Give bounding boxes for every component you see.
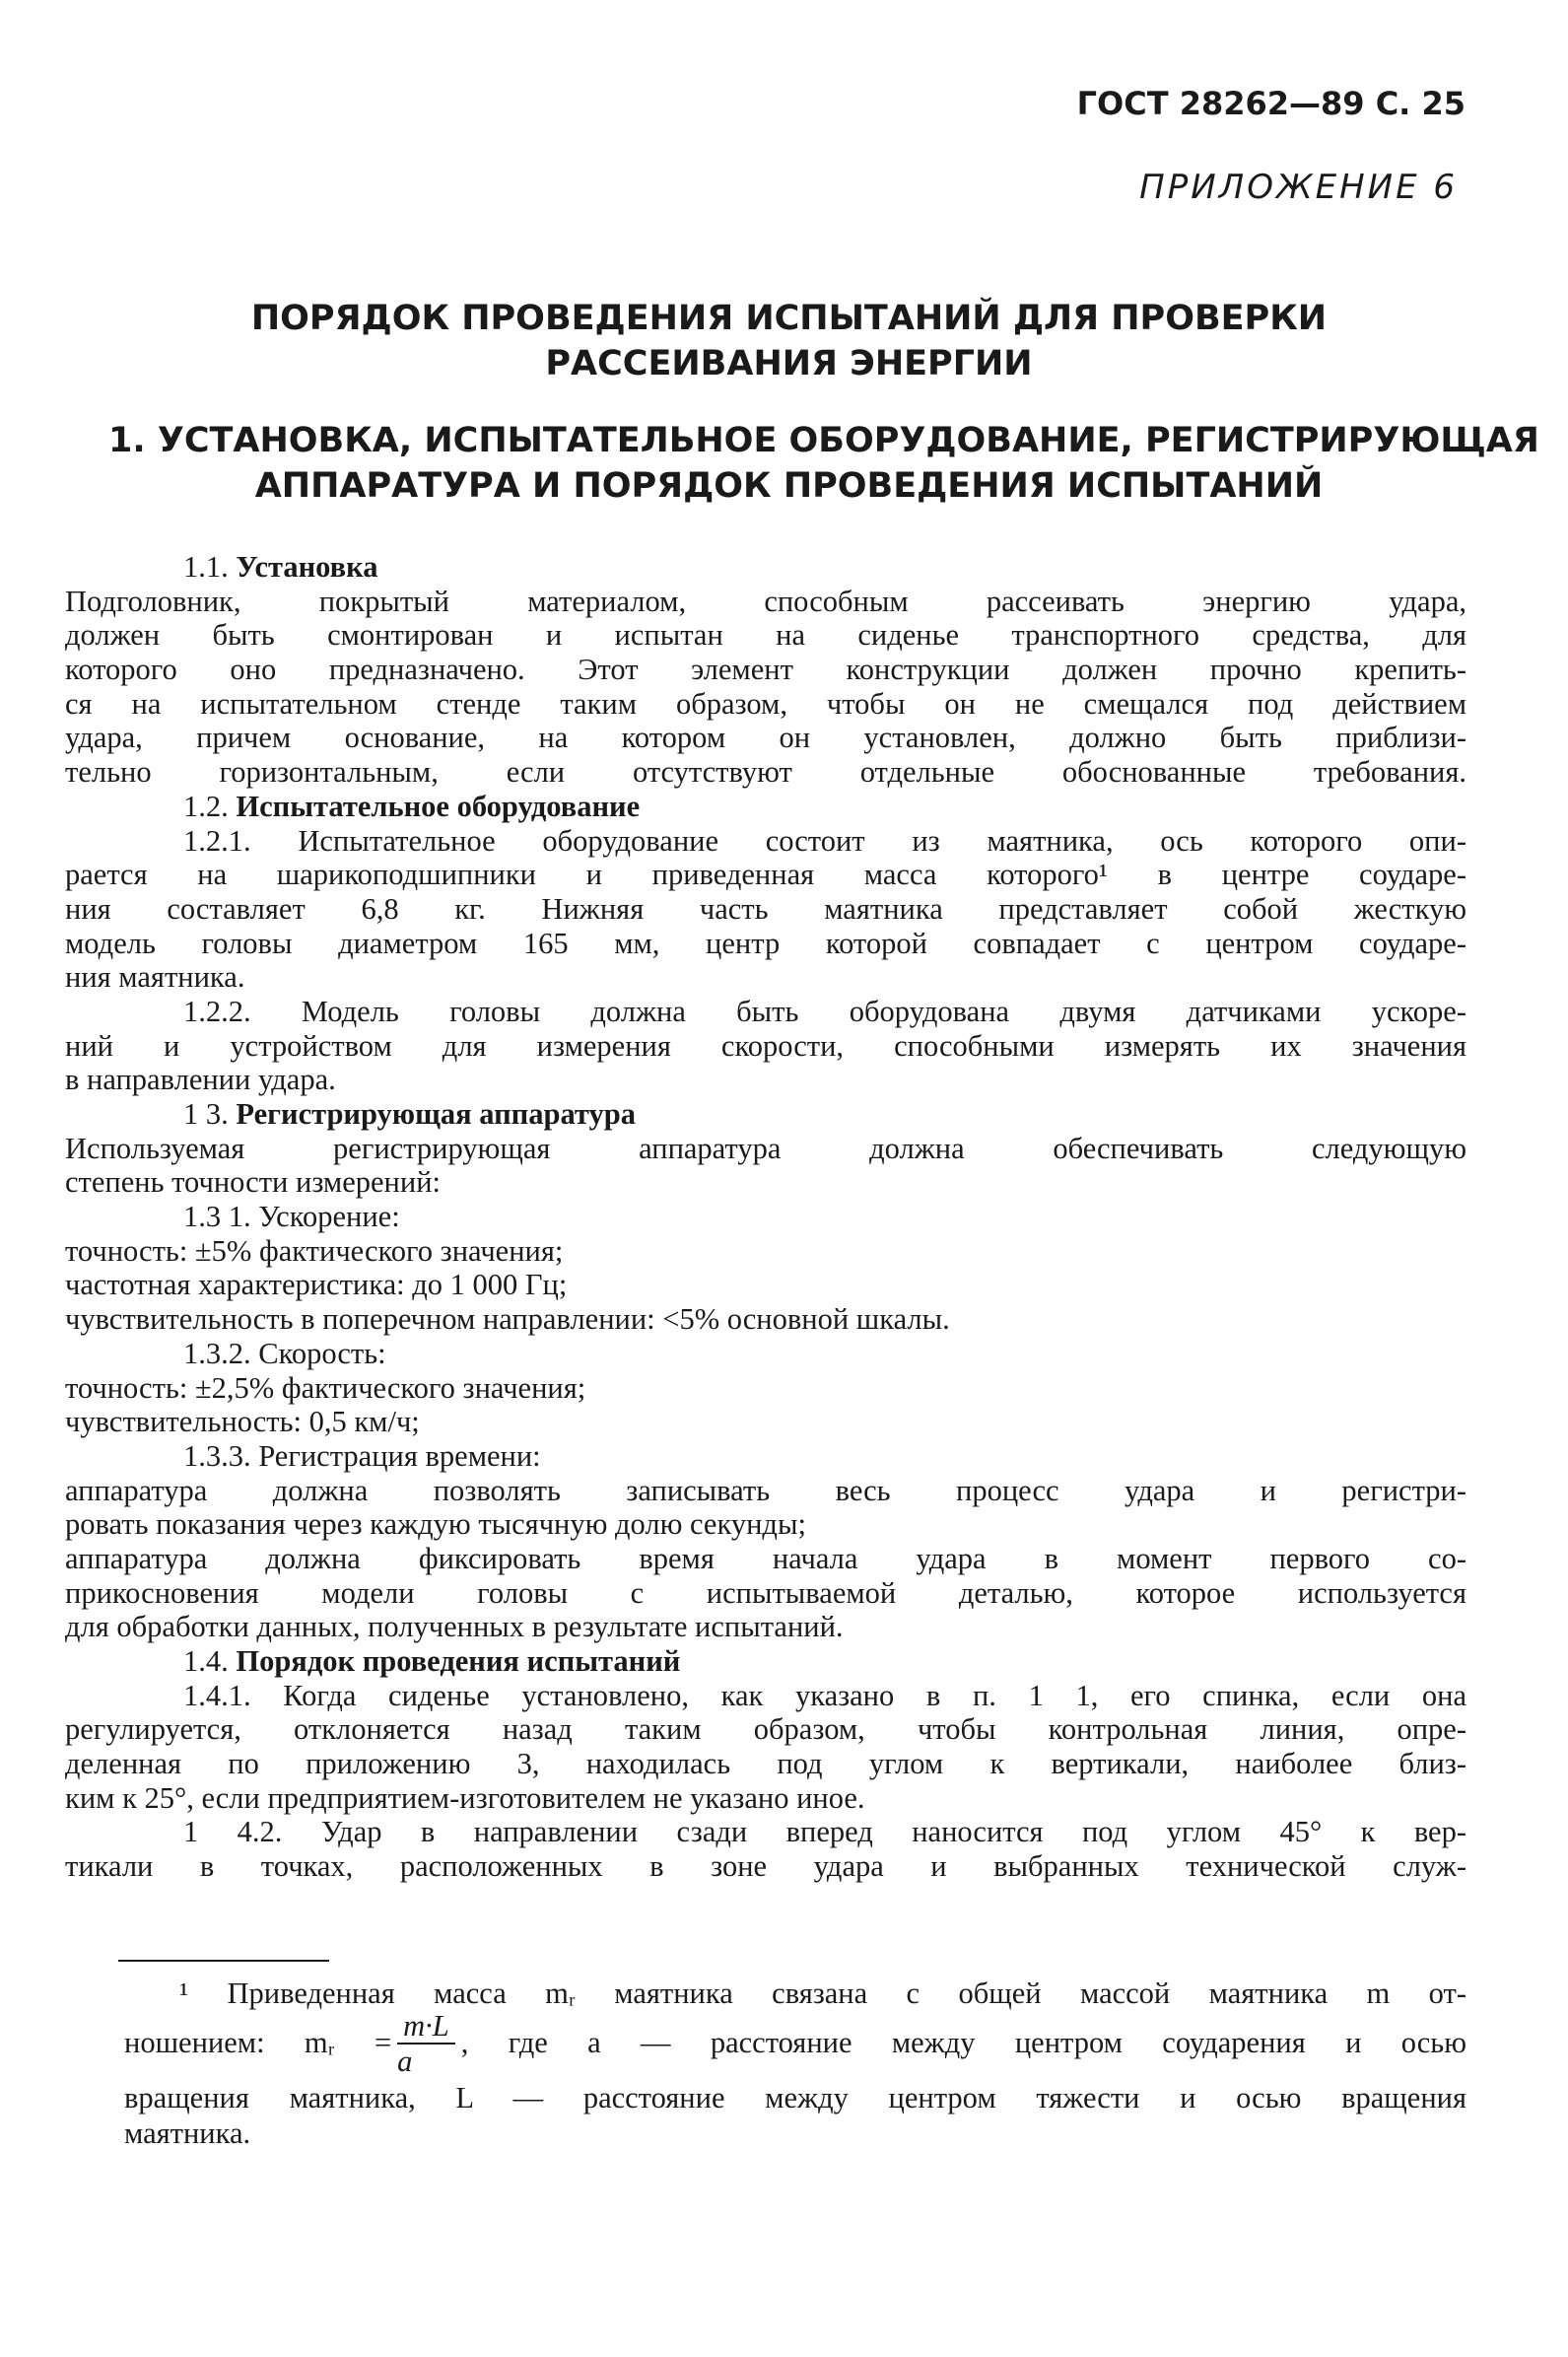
body-line: которого оно предназначено. Этот элемент конструкции должен прочно крепить- bbox=[65, 653, 1466, 687]
page-title-line: РАССЕИВАНИЯ ЭНЕРГИИ bbox=[545, 344, 1033, 383]
subsection-number: 1 3. bbox=[183, 1097, 229, 1131]
body-line: ким к 25°, если предприятием-изготовителем не указано иное. bbox=[65, 1780, 865, 1815]
document-code: ГОСТ 28262—89 С. 25 bbox=[1076, 85, 1466, 122]
page-title-line: ПОРЯДОК ПРОВЕДЕНИЯ ИСПЫТАНИЙ ДЛЯ ПРОВЕРКИ bbox=[250, 299, 1328, 338]
body-line: 1.2.1. Испытательное оборудование состоит из маятника, ось которого опи- bbox=[183, 823, 1466, 858]
body-line: чувствительность: 0,5 км/ч; bbox=[65, 1405, 420, 1439]
footnote-divider bbox=[118, 1960, 329, 1962]
body-line: должен быть смонтирован и испытан на сиденье транспортного средства, для bbox=[65, 618, 1466, 653]
document-body bbox=[65, 550, 1466, 1884]
subsection-title: Порядок проведения испытаний bbox=[236, 1644, 681, 1678]
body-line: 1.3.2. Скорость: bbox=[183, 1336, 386, 1370]
body-line: чувствительность в поперечном направлении: <5% основной шкалы. bbox=[65, 1302, 950, 1337]
footnote-formula-line bbox=[124, 2011, 1466, 2080]
body-line: ся на испытательном стенде таким образом, чтобы он не смещался под действием bbox=[65, 686, 1466, 721]
page-title bbox=[108, 296, 1469, 386]
body-line: удара, причем основание, на котором он установлен, должно быть приблизи- bbox=[65, 721, 1466, 755]
body-line: прикосновения модели головы с испытываемой деталью, которое используется bbox=[65, 1575, 1466, 1610]
subsection-title: Установка bbox=[236, 550, 378, 584]
body-line: 1 4.2. Удар в направлении сзади вперед наносится под углом 45° к вер- bbox=[183, 1815, 1466, 1849]
body-line: тикали в точках, расположенных в зоне удара и выбранных технической служ- bbox=[65, 1849, 1466, 1884]
body-line: 1.2.2. Модель головы должна быть оборудована двумя датчиками ускоре- bbox=[183, 994, 1466, 1028]
footnote-text: , где a — расстояние между центром соударения и осью bbox=[460, 2026, 1466, 2059]
footnote bbox=[124, 1976, 1466, 2151]
subsection-number: 1.2. bbox=[183, 789, 229, 823]
fraction-numerator: m·L bbox=[397, 2011, 455, 2045]
formula-fraction bbox=[397, 2011, 455, 2078]
section-title-line: АППАРАТУРА И ПОРЯДОК ПРОВЕДЕНИЯ ИСПЫТАНИЙ bbox=[254, 466, 1324, 506]
body-line: аппаратура должна фиксировать время начала удара в момент первого со- bbox=[65, 1541, 1466, 1575]
footnote-line: вращения маятника, L — расстояние между центром тяжести и осью вращения bbox=[124, 2081, 1466, 2114]
body-line: 1.4.1. Когда сиденье установлено, как указано в п. 1 1, его спинка, если она bbox=[183, 1678, 1466, 1712]
body-line: в направлении удара. bbox=[65, 1063, 336, 1097]
footnote-line: маятника. bbox=[124, 2116, 251, 2150]
fraction-denominator: a bbox=[397, 2045, 413, 2078]
body-line: частотная характеристика: до 1 000 Гц; bbox=[65, 1268, 568, 1302]
body-line: ровать показания через каждую тысячную долю секунды; bbox=[65, 1507, 806, 1542]
subsection-heading bbox=[183, 1097, 1466, 1132]
section-title-line: 1. УСТАНОВКА, ИСПЫТАТЕЛЬНОЕ ОБОРУДОВАНИЕ, РЕГИСТРИРУЮЩАЯ bbox=[108, 421, 1539, 460]
body-line: ний и устройством для измерения скорости, способными измерять их значения bbox=[65, 1028, 1466, 1063]
body-line: 1.3.3. Регистрация времени: bbox=[183, 1438, 541, 1473]
footnote-text: ношением: mᵣ = bbox=[124, 2026, 392, 2059]
subsection-title: Регистрирующая аппаратура bbox=[236, 1097, 636, 1131]
body-line: модель головы диаметром 165 мм, центр которой совпадает с центром соударе- bbox=[65, 926, 1466, 960]
subsection-number: 1.4. bbox=[183, 1644, 229, 1678]
body-line: регулируется, отклоняется назад таким образом, чтобы контрольная линия, опре- bbox=[65, 1712, 1466, 1747]
body-line: Подголовник, покрытый материалом, способным рассеивать энергию удара, bbox=[65, 584, 1466, 618]
subsection-heading bbox=[183, 790, 1466, 824]
body-line: точность: ±2,5% фактического значения; bbox=[65, 1370, 586, 1405]
body-line: деленная по приложению 3, находилась под углом к вертикали, наиболее близ- bbox=[65, 1747, 1466, 1781]
body-line: точность: ±5% фактического значения; bbox=[65, 1233, 564, 1268]
body-line: ния маятника. bbox=[65, 960, 245, 995]
body-line: для обработки данных, полученных в результате испытаний. bbox=[65, 1610, 844, 1644]
body-line: ния составляет 6,8 кг. Нижняя часть маятника представляет собой жесткую bbox=[65, 891, 1466, 926]
subsection-title: Испытательное оборудование bbox=[236, 789, 641, 823]
subsection-number: 1.1. bbox=[183, 550, 229, 584]
body-line: 1.3 1. Ускорение: bbox=[183, 1200, 400, 1234]
footnote-line: ¹ Приведенная масса mᵣ маятника связана с общей массой маятника m от- bbox=[179, 1976, 1466, 2010]
body-line: рается на шарикоподшипники и приведенная масса которого¹ в центре соударе- bbox=[65, 858, 1466, 892]
section-title bbox=[108, 418, 1539, 509]
body-line: Используемая регистрирующая аппаратура должна обеспечивать следующую bbox=[65, 1131, 1466, 1165]
subsection-heading bbox=[183, 550, 1466, 585]
appendix-label: ПРИЛОЖЕНИЕ 6 bbox=[1139, 168, 1458, 207]
body-line: тельно горизонтальным, если отсутствуют отдельные обоснованные требования. bbox=[65, 755, 1466, 790]
subsection-heading bbox=[183, 1644, 1466, 1679]
body-line: степень точности измерений: bbox=[65, 1165, 441, 1200]
body-line: аппаратура должна позволять записывать весь процесс удара и регистри- bbox=[65, 1473, 1466, 1507]
